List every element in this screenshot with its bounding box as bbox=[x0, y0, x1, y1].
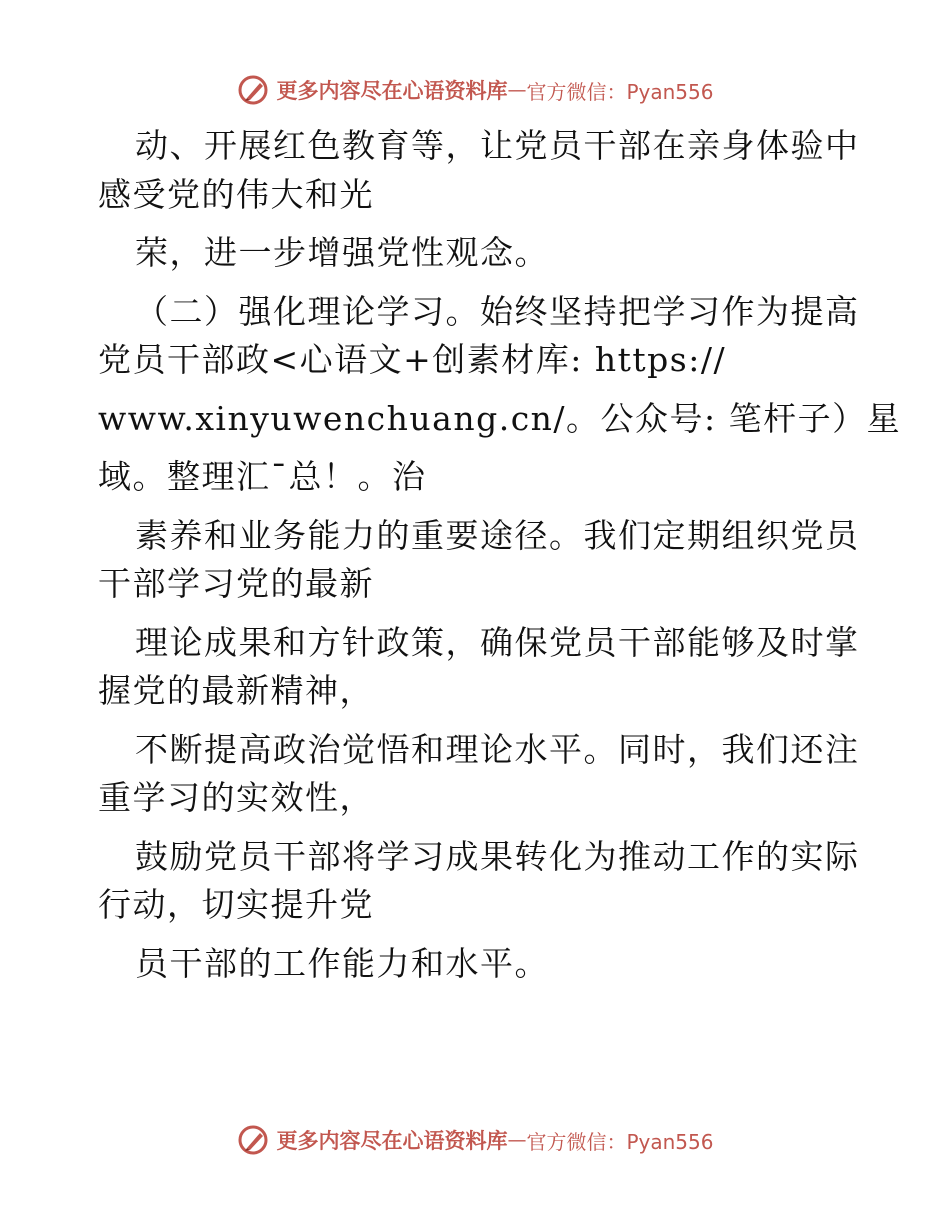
text-line: 素养和业务能力的重要途径。我们定期组织党员 bbox=[135, 515, 860, 555]
text-line: 握党的最新精神， bbox=[98, 671, 374, 710]
text-line: 行动，切实提升党 bbox=[98, 885, 374, 924]
watermark-separator: — bbox=[507, 1129, 527, 1151]
text-line: 鼓励党员干部将学习成果转化为推动工作的实际 bbox=[135, 836, 860, 876]
document-body bbox=[98, 122, 902, 988]
text-line: 动、开展红色教育等，让党员干部在亲身体验中 bbox=[135, 126, 860, 165]
footer-watermark bbox=[0, 1122, 950, 1158]
pen-logo-icon bbox=[236, 1123, 270, 1157]
text-line: 荣，进一步增强党性观念。 bbox=[135, 233, 549, 272]
watermark-separator: — bbox=[507, 79, 527, 101]
header-watermark bbox=[0, 72, 950, 108]
text-line: （二）强化理论学习。始终坚持把学习作为提高 bbox=[135, 291, 860, 331]
text-line: 干部学习党的最新 bbox=[98, 564, 374, 603]
text-line: 域。整理汇¯总！。治 bbox=[98, 457, 427, 496]
text-line: 员干部的工作能力和水平。 bbox=[135, 943, 549, 983]
watermark-wechat: 官方微信：Pyan556 bbox=[526, 1129, 714, 1154]
text-line: 理论成果和方针政策，确保党员干部能够及时掌 bbox=[135, 622, 860, 662]
text-line: 重学习的实效性， bbox=[98, 778, 374, 817]
watermark-brand: 更多内容尽在心语资料库 bbox=[276, 78, 508, 103]
text-line: 不断提高政治觉悟和理论水平。同时，我们还注 bbox=[135, 729, 860, 769]
text-line: 党员干部政<心语文+创素材库: https:// bbox=[98, 340, 727, 379]
pen-logo-icon bbox=[236, 73, 270, 107]
text-line: 感受党的伟大和光 bbox=[98, 174, 374, 214]
text-line: www.xinyuwenchuang.cn/。公众号: 笔杆子）星 bbox=[98, 398, 902, 438]
watermark-brand: 更多内容尽在心语资料库 bbox=[276, 1128, 508, 1153]
watermark-wechat: 官方微信：Pyan556 bbox=[526, 79, 714, 104]
